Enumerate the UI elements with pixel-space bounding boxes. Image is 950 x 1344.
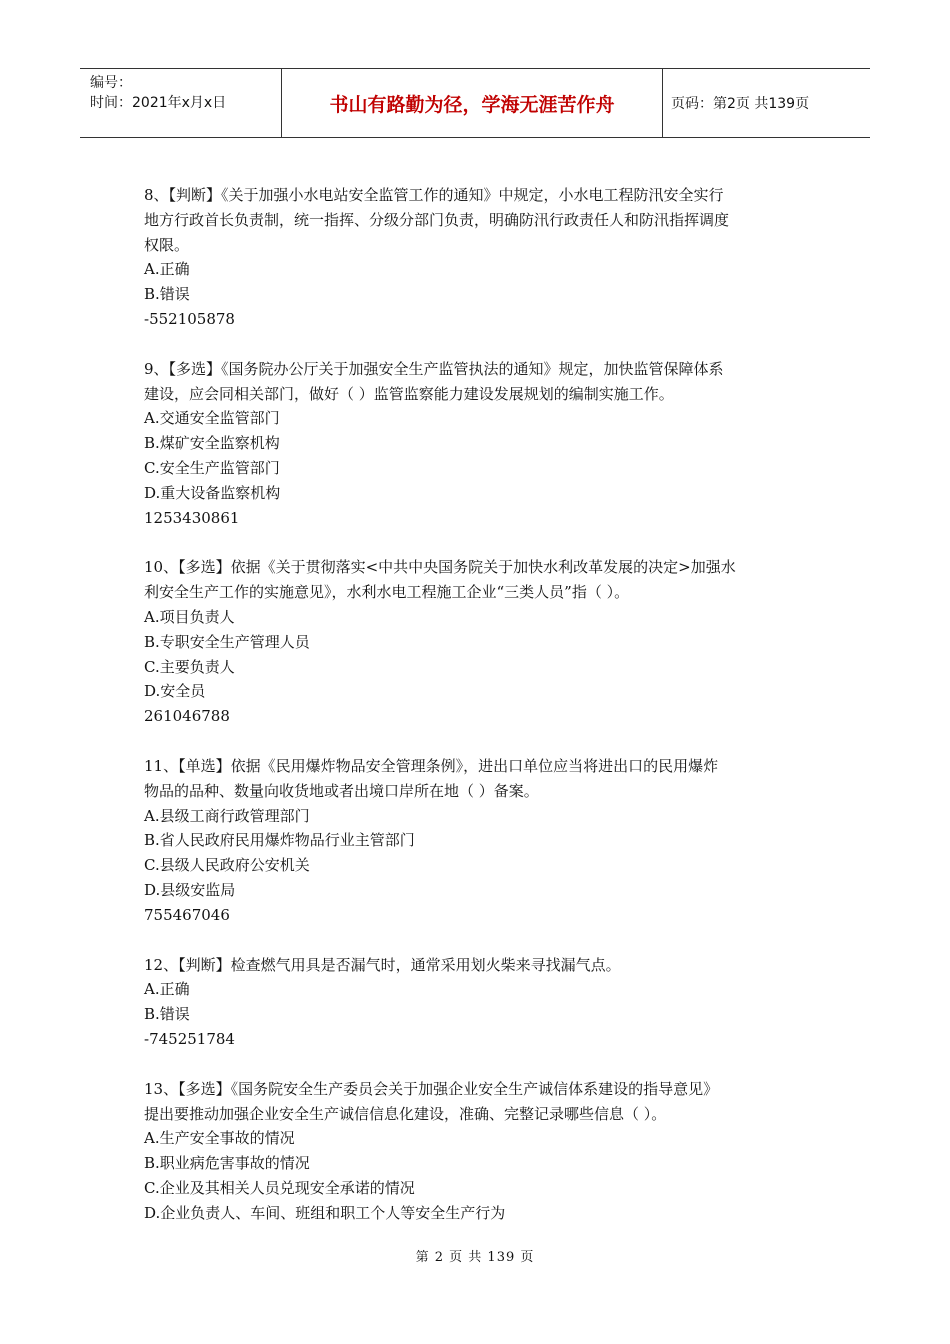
question-text: 提出要推动加强企业安全生产诚信信息化建设，准确、完整记录哪些信息（ ）。 (144, 1104, 667, 1123)
answer-option: D.重大设备监察机构 (144, 483, 281, 502)
question-text: 9、【多选】《国务院办公厅关于加强安全生产监管执法的通知》规定，加快监管保障体系 (144, 359, 724, 378)
question-block (144, 555, 814, 729)
question-block (144, 1077, 814, 1226)
answer-option: C.县级人民政府公安机关 (144, 856, 310, 875)
time-label: 时间：2021年x月x日 (90, 95, 227, 111)
page-footer: 第 2 页 共 139 页 (415, 1250, 535, 1265)
header-motto: 书山有路勤为径，学海无涯苦作舟 (282, 69, 663, 137)
answer-option: B.职业病危害事故的情况 (144, 1154, 310, 1173)
answer-option: A.交通安全监管部门 (144, 409, 280, 428)
question-code: 261046788 (144, 707, 230, 726)
question-text: 建设，应会同相关部门，做好（ ）监管监察能力建设发展规划的编制实施工作。 (144, 384, 674, 403)
answer-option: B.错误 (144, 285, 190, 304)
answer-option: B.煤矿安全监察机构 (144, 434, 280, 453)
header-meta (80, 69, 282, 137)
answer-option: A.生产安全事故的情况 (144, 1129, 295, 1148)
question-text: 10、【多选】依据《关于贯彻落实<中共中央国务院关于加快水利改革发展的决定>加强水 (144, 558, 736, 577)
question-text: 地方行政首长负责制，统一指挥、分级分部门负责，明确防汛行政责任人和防汛指挥调度 (144, 210, 730, 229)
question-text: 8、【判断】《关于加强小水电站安全监管工作的通知》中规定，小水电工程防汛安全实行 (144, 186, 724, 204)
question-text: 物品的品种、数量向收货地或者出境口岸所在地（ ）备案。 (144, 781, 539, 800)
question-text: 11、【单选】依据《民用爆炸物品安全管理条例》，进出口单位应当将进出口的民用爆炸 (144, 756, 719, 775)
answer-option: A.正确 (144, 980, 190, 999)
question-code: 755467046 (144, 905, 230, 924)
answer-option: B.专职安全生产管理人员 (144, 632, 310, 651)
answer-option: C.主要负责人 (144, 657, 235, 676)
question-text: 12、【判断】检查燃气用具是否漏气时，通常采用划火柴来寻找漏气点。 (144, 955, 621, 974)
number-label: 编号： (90, 75, 132, 91)
page-header (80, 68, 870, 138)
answer-option: C.安全生产监管部门 (144, 458, 280, 477)
answer-option: A.正确 (144, 260, 190, 279)
question-list (144, 183, 814, 1250)
answer-option: A.项目负责人 (144, 607, 235, 626)
question-block (144, 357, 814, 531)
answer-option: D.企业负责人、车间、班组和职工个人等安全生产行为 (144, 1203, 506, 1222)
question-text: 权限。 (144, 235, 190, 254)
question-text: 利安全生产工作的实施意见》，水利水电工程施工企业“三类人员”指（ ）。 (144, 583, 630, 602)
question-block (144, 183, 814, 332)
answer-option: B.错误 (144, 1005, 190, 1024)
answer-option: C.企业及其相关人员兑现安全承诺的情况 (144, 1178, 415, 1197)
question-block (144, 754, 814, 928)
question-block (144, 953, 814, 1052)
answer-option: D.县级安监局 (144, 880, 236, 899)
question-text: 13、【多选】《国务院安全生产委员会关于加强企业安全生产诚信体系建设的指导意见》 (144, 1079, 719, 1098)
question-code: -745251784 (144, 1029, 235, 1048)
answer-option: A.县级工商行政管理部门 (144, 806, 310, 825)
answer-option: D.安全员 (144, 682, 206, 701)
header-page-info: 页码：第2页 共139页 (671, 96, 810, 112)
question-code: -552105878 (144, 309, 235, 328)
question-code: 1253430861 (144, 508, 240, 527)
answer-option: B.省人民政府民用爆炸物品行业主管部门 (144, 831, 415, 850)
